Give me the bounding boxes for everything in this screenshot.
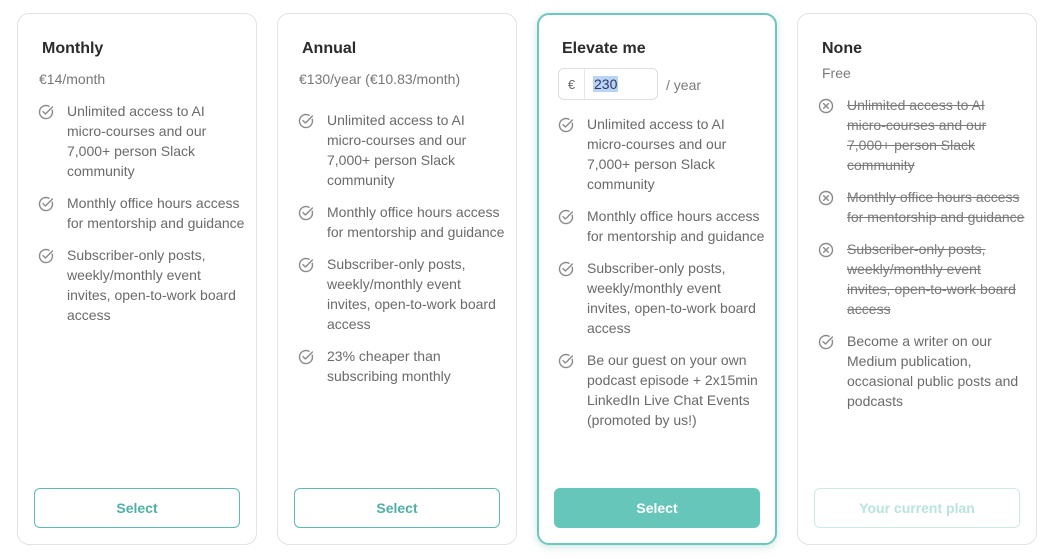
currency-symbol: € xyxy=(559,69,585,99)
check-circle-icon xyxy=(558,209,574,225)
select-elevate-button[interactable]: Select xyxy=(554,488,760,528)
feature-item xyxy=(558,206,765,246)
feature-text: Unlimited access to AI micro-courses and our 7,000+ person Slack community xyxy=(587,116,727,192)
feature-item xyxy=(38,245,246,325)
feature-item xyxy=(298,110,506,190)
feature-text: Be our guest on your own podcast episode + 2x15min LinkedIn Live Chat Events (promoted by us!) xyxy=(587,352,758,428)
select-annual-button[interactable]: Select xyxy=(294,488,500,528)
feature-text: Monthly office hours access for mentorship and guidance xyxy=(587,208,765,244)
feature-text: Monthly office hours access for mentorship and guidance xyxy=(67,195,245,231)
x-circle-icon xyxy=(818,190,834,206)
plan-title: Elevate me xyxy=(562,40,646,57)
feature-item xyxy=(298,346,506,386)
feature-text: Subscriber-only posts, weekly/monthly event invites, open-to-work board access xyxy=(67,247,236,323)
check-circle-icon xyxy=(558,353,574,369)
amount-field[interactable] xyxy=(558,68,658,100)
amount-value: 230 xyxy=(594,76,618,92)
amount-input[interactable] xyxy=(593,76,653,92)
feature-item xyxy=(558,114,765,194)
excluded-feature-item xyxy=(818,239,1026,319)
feature-text: Subscriber-only posts, weekly/monthly event invites, open-to-work board access xyxy=(847,241,1016,317)
feature-text: Unlimited access to AI micro-courses and our 7,000+ person Slack community xyxy=(327,112,467,188)
excluded-feature-item xyxy=(818,95,1026,175)
per-year-label: / year xyxy=(666,77,702,93)
feature-text: Monthly office hours access for mentorship and guidance xyxy=(847,189,1025,225)
feature-item xyxy=(298,254,506,334)
check-circle-icon xyxy=(298,113,314,129)
x-circle-icon xyxy=(818,98,834,114)
feature-list xyxy=(818,95,1026,423)
feature-text: 23% cheaper than subscribing monthly xyxy=(327,348,451,384)
feature-text: Subscriber-only posts, weekly/monthly event invites, open-to-work board access xyxy=(587,260,756,336)
feature-text: Unlimited access to AI micro-courses and our 7,000+ person Slack community xyxy=(67,103,207,179)
check-circle-icon xyxy=(298,257,314,273)
check-circle-icon xyxy=(558,261,574,277)
plan-price: €130/year (€10.83/month) xyxy=(299,71,461,87)
feature-item xyxy=(38,101,246,181)
x-circle-icon xyxy=(818,242,834,258)
plan-title: Annual xyxy=(302,40,357,57)
plan-card-elevate xyxy=(537,13,777,545)
feature-list xyxy=(38,101,246,337)
feature-item xyxy=(38,193,246,233)
feature-text: Monthly office hours access for mentorship and guidance xyxy=(327,204,505,240)
feature-text: Subscriber-only posts, weekly/monthly event invites, open-to-work board access xyxy=(327,256,496,332)
plan-card-none xyxy=(797,13,1037,545)
plan-price: €14/month xyxy=(39,71,106,87)
feature-list xyxy=(558,114,765,442)
plan-price: Free xyxy=(822,65,851,81)
excluded-feature-item xyxy=(818,187,1026,227)
check-circle-icon xyxy=(38,248,54,264)
feature-item xyxy=(818,331,1026,411)
check-circle-icon xyxy=(38,104,54,120)
feature-item xyxy=(298,202,506,242)
select-monthly-button[interactable]: Select xyxy=(34,488,240,528)
feature-item xyxy=(558,350,765,430)
current-plan-button: Your current plan xyxy=(814,488,1020,528)
feature-text: Become a writer on our Medium publication, occasional public posts and podcasts xyxy=(847,333,1019,409)
plan-title: Monthly xyxy=(42,40,104,57)
check-circle-icon xyxy=(298,205,314,221)
check-circle-icon xyxy=(38,196,54,212)
plan-card-annual xyxy=(277,13,517,545)
check-circle-icon xyxy=(558,117,574,133)
feature-list xyxy=(298,110,506,398)
check-circle-icon xyxy=(818,334,834,350)
feature-text: Unlimited access to AI micro-courses and our 7,000+ person Slack community xyxy=(847,97,987,173)
check-circle-icon xyxy=(298,349,314,365)
plan-title: None xyxy=(822,40,862,57)
feature-item xyxy=(558,258,765,338)
plan-card-monthly xyxy=(17,13,257,545)
